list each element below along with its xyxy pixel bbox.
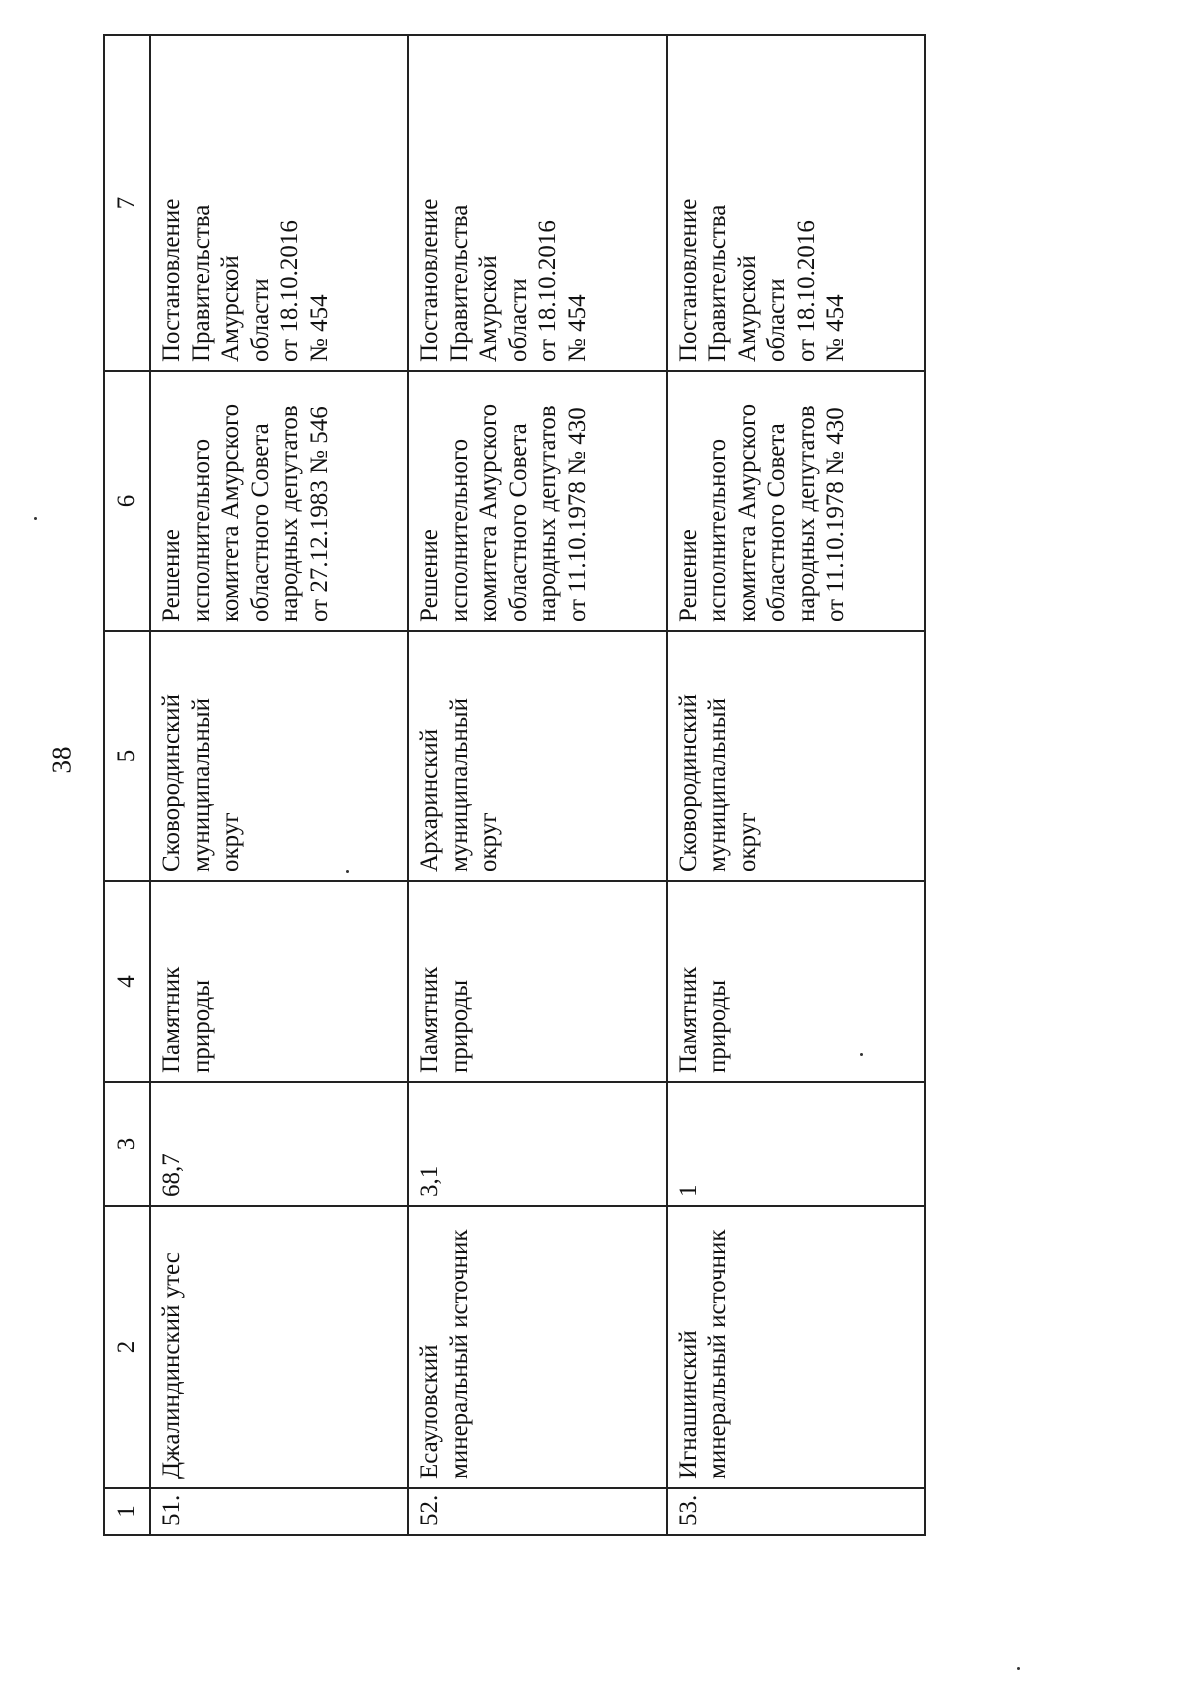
object-name-cell: Есауловский минеральный источник	[408, 1206, 666, 1488]
resolution-cell: Постановление Правительства Амурской области от 18.10.2016 № 454	[408, 35, 666, 371]
area-cell: 1	[667, 1082, 925, 1206]
scan-speck	[34, 517, 37, 520]
table-row	[150, 35, 408, 1535]
category-cell: Памятник природы	[667, 881, 925, 1082]
decision-cell: Решение исполнительного комитета Амурского областного Совета народных депутатов от 11.10.1978 № 430	[667, 371, 925, 631]
header-cell-3: 3	[104, 1082, 150, 1206]
protected-areas-table-wrapper	[103, 36, 926, 1536]
category-cell: Памятник природы	[150, 881, 408, 1082]
header-cell-5: 5	[104, 631, 150, 881]
header-cell-2: 2	[104, 1206, 150, 1488]
area-cell: 3,1	[408, 1082, 666, 1206]
header-cell-7: 7	[104, 35, 150, 371]
table-row	[408, 35, 666, 1535]
header-cell-1: 1	[104, 1488, 150, 1535]
row-number-cell: 51.	[150, 1488, 408, 1535]
decision-cell: Решение исполнительного комитета Амурского областного Совета народных депутатов от 27.12.1983 № 546	[150, 371, 408, 631]
object-name-cell: Игнашинский минеральный источник	[667, 1206, 925, 1488]
decision-cell: Решение исполнительного комитета Амурского областного Совета народных депутатов от 11.10.1978 № 430	[408, 371, 666, 631]
protected-areas-table	[103, 34, 926, 1536]
header-cell-4: 4	[104, 881, 150, 1082]
table-header-row	[104, 35, 150, 1535]
object-name-cell: Джалиндинский утес	[150, 1206, 408, 1488]
district-cell: Сковородинский муниципальный округ	[150, 631, 408, 881]
scan-speck	[860, 1053, 863, 1056]
header-cell-6: 6	[104, 371, 150, 631]
page-number: 38	[46, 746, 77, 774]
resolution-cell: Постановление Правительства Амурской области от 18.10.2016 № 454	[150, 35, 408, 371]
district-cell: Сковородинский муниципальный округ	[667, 631, 925, 881]
area-cell: 68,7	[150, 1082, 408, 1206]
district-cell: Архаринский муниципальный округ	[408, 631, 666, 881]
scan-speck	[346, 870, 349, 873]
scan-speck	[1017, 1667, 1020, 1670]
table-row	[667, 35, 925, 1535]
category-cell: Памятник природы	[408, 881, 666, 1082]
row-number-cell: 53.	[667, 1488, 925, 1535]
resolution-cell: Постановление Правительства Амурской области от 18.10.2016 № 454	[667, 35, 925, 371]
row-number-cell: 52.	[408, 1488, 666, 1535]
